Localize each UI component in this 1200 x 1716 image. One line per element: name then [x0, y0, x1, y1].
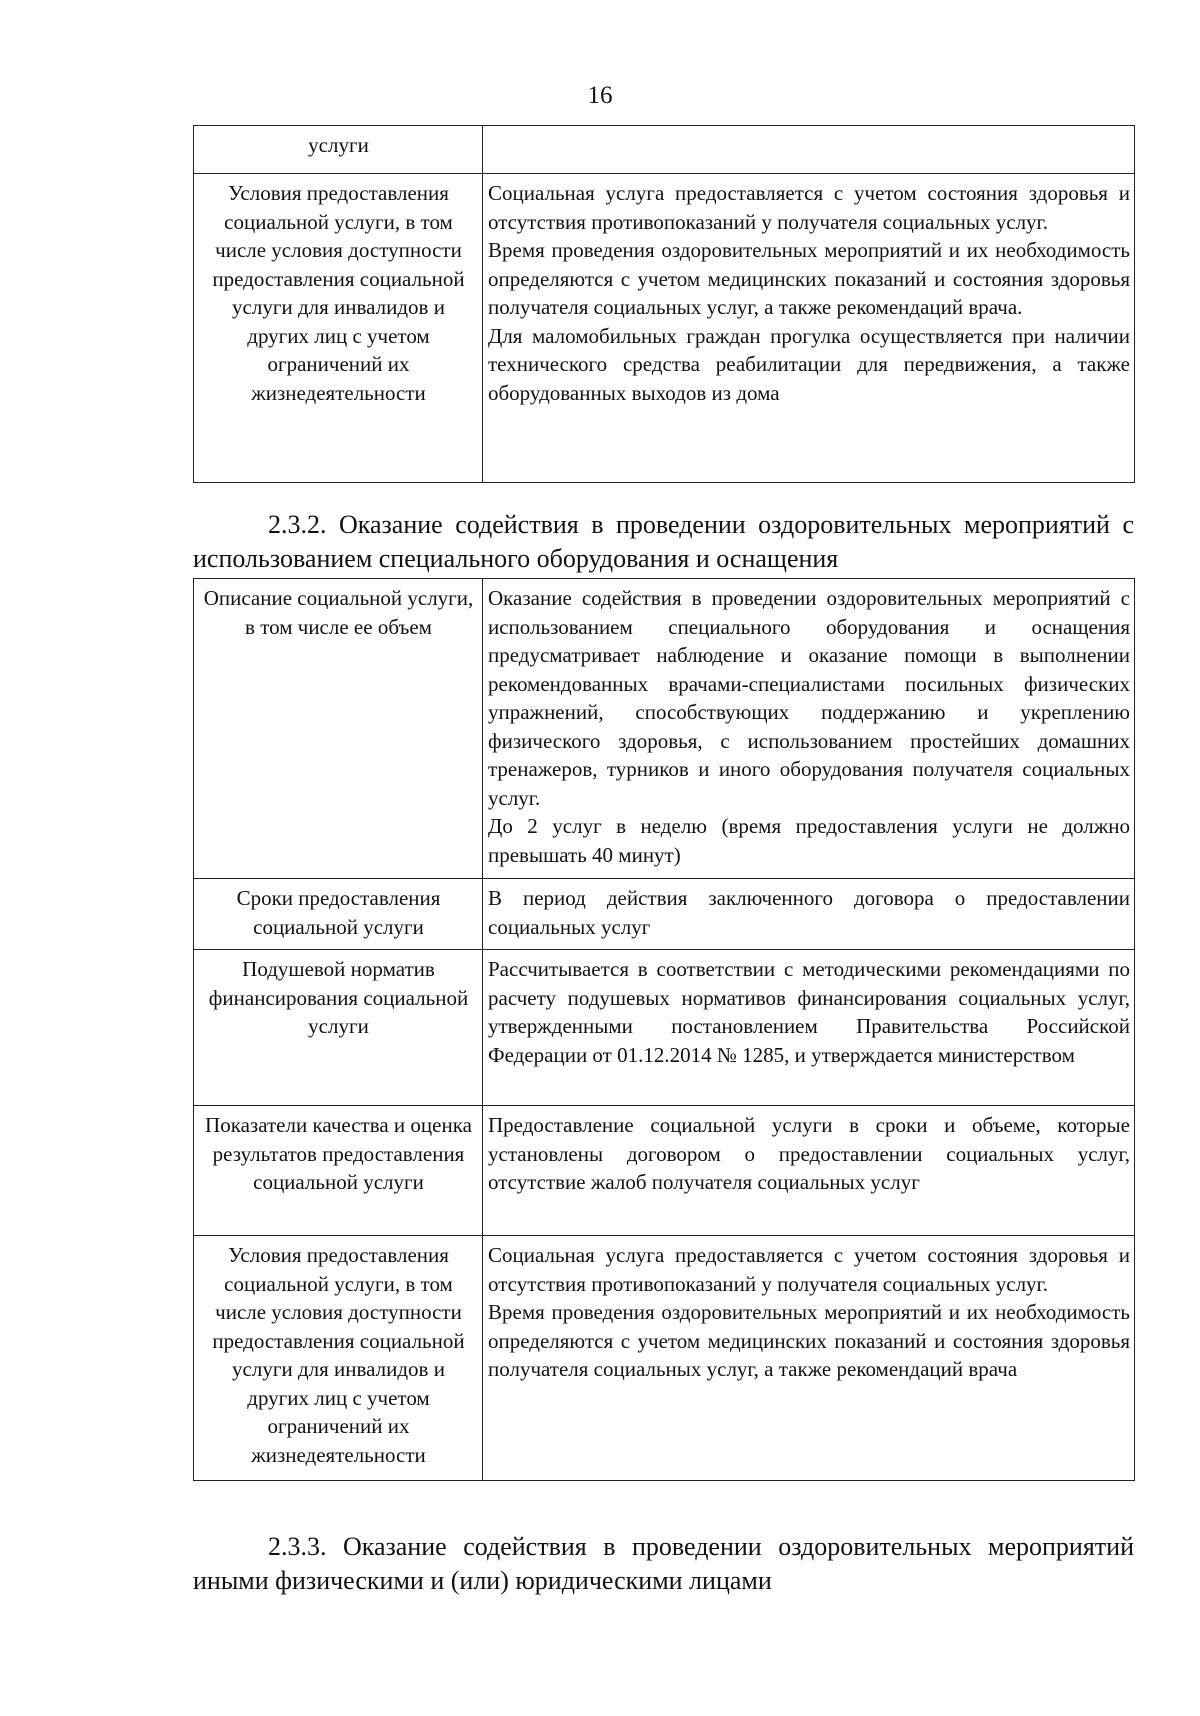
table-row [194, 879, 1135, 950]
row-label: Показатели качества и оценка результатов предоставления социальной услуги [194, 1106, 483, 1236]
page-number: 16 [587, 82, 613, 109]
section-heading-2-3-2: 2.3.2. Оказание содействия в проведении оздоровительных мероприятий с использованием специального оборудования и оснащения [193, 510, 1134, 573]
value-paragraph: Оказание содействия в проведении оздоровительных мероприятий с использованием специального оборудования и оснащения предусматривает наблюдение и оказание помощи в выполнении рекомендованных врачами-специалистами посильных физических упражнений, способствующих поддержанию и укреплению физического здоровья, с использованием простейших домашних тренажеров, турников и иного оборудования получателя социальных услуг. [488, 586, 1130, 810]
row-label: Условия предоставления социальной услуги, в том числе условия доступности предоставления социальной услуги для инвалидов и других лиц с учетом ограничений их жизнедеятельности [194, 174, 483, 483]
row-label: Описание социальной услуги, в том числе ее объем [194, 579, 483, 879]
value-paragraph: Время проведения оздоровительных мероприятий и их необходимость определяются с учетом медицинских показаний и состояния здоровья получателя социальных услуг, а также рекомендаций врача. [488, 238, 1130, 319]
value-paragraph: Социальная услуга предоставляется с учетом состояния здоровья и отсутствия противопоказаний у получателя социальных услуг. [488, 181, 1130, 234]
table-row [194, 126, 1135, 174]
table-row [194, 579, 1135, 879]
row-value [483, 174, 1135, 483]
row-value [483, 879, 1135, 950]
value-paragraph: Социальная услуга предоставляется с учетом состояния здоровья и отсутствия противопоказаний у получателя социальных услуг. [488, 1243, 1130, 1296]
table-row [194, 1236, 1135, 1481]
service-table-continued [193, 125, 1135, 483]
row-label: Сроки предоставления социальной услуги [194, 879, 483, 950]
value-paragraph: До 2 услуг в неделю (время предоставления услуги не должно превышать 40 минут) [488, 814, 1130, 867]
row-value [483, 1106, 1135, 1236]
value-paragraph: Для маломобильных граждан прогулка осуществляется при наличии технического средства реабилитации для передвижения, а также оборудованных выходов из дома [488, 323, 1130, 405]
section-heading-2-3-3: 2.3.3. Оказание содействия в проведении оздоровительных мероприятий иными физическими и (или) юридическими лицами [193, 1532, 1134, 1595]
row-label: услуги [194, 126, 483, 174]
value-paragraph: Рассчитывается в соответствии с методическими рекомендациями по расчету подушевых нормативов финансирования социальных услуг, утвержденными постановлением Правительства Российской Федерации от 01.12.2014 № 1285, и утверждается министерством [488, 957, 1130, 1067]
row-value [483, 126, 1135, 174]
table-row [194, 950, 1135, 1106]
value-paragraph: Время проведения оздоровительных мероприятий и их необходимость определяются с учетом медицинских показаний и состояния здоровья получателя социальных услуг, а также рекомендаций врача [488, 1300, 1130, 1381]
row-label: Подушевой норматив финансирования социальной услуги [194, 950, 483, 1106]
row-label: Условия предоставления социальной услуги, в том числе условия доступности предоставления социальной услуги для инвалидов и других лиц с учетом ограничений их жизнедеятельности [194, 1236, 483, 1481]
row-value [483, 1236, 1135, 1481]
table-row [194, 174, 1135, 483]
row-value [483, 950, 1135, 1106]
table-row [194, 1106, 1135, 1236]
service-table-2-3-2 [193, 578, 1135, 1481]
value-paragraph: В период действия заключенного договора о предоставлении социальных услуг [488, 886, 1130, 939]
value-paragraph: Предоставление социальной услуги в сроки и объеме, которые установлены договором о предоставлении социальных услуг, отсутствие жалоб получателя социальных услуг [488, 1113, 1130, 1194]
row-value [483, 579, 1135, 879]
